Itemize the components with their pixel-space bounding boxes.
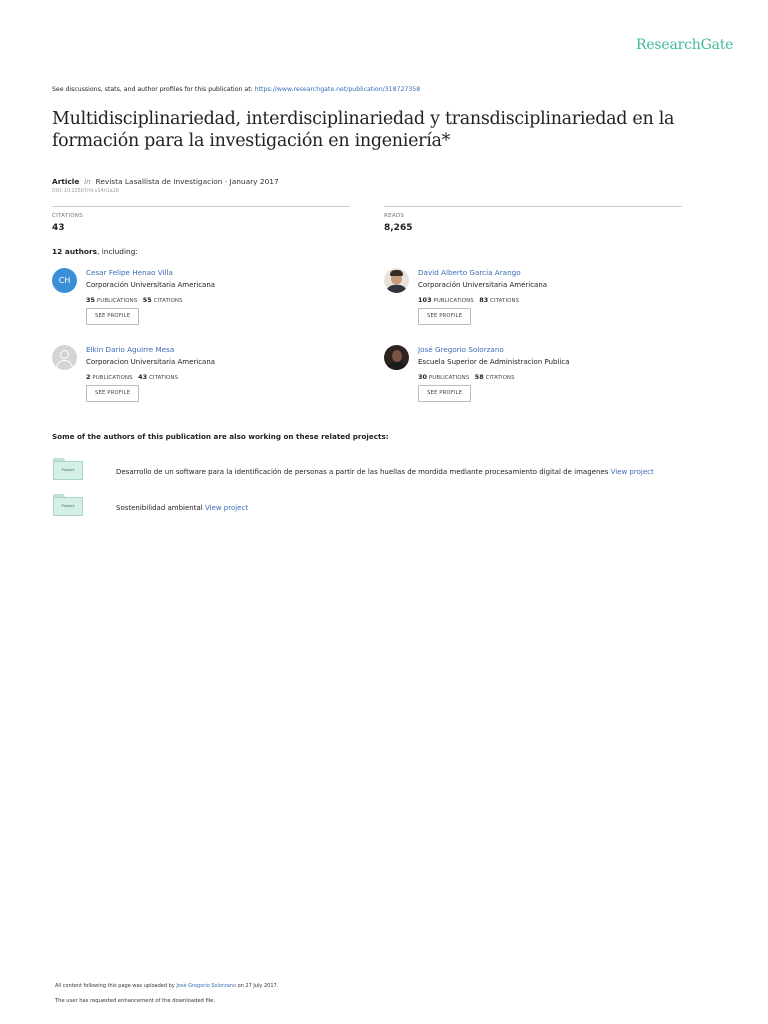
project-title: Desarrollo de un software para la identificación de personas a partir de las huellas de mordida mediante procesamiento digital de imagenes xyxy=(116,468,609,476)
citations-label: CITATIONS xyxy=(490,298,520,304)
citations-count: 58 xyxy=(474,373,484,381)
publication-doi: DOI: 10.22507/rli.v14n1a16 xyxy=(52,189,119,194)
avatar[interactable]: CH xyxy=(52,268,77,293)
related-project xyxy=(52,494,712,520)
authors-heading-suffix: , including: xyxy=(97,247,138,256)
uploader-link[interactable]: José Gregorio Solorzano xyxy=(176,983,237,989)
author-card xyxy=(384,345,684,415)
author-stats xyxy=(418,296,519,304)
citations-label: CITATIONS xyxy=(485,375,515,381)
citations-count: 83 xyxy=(479,296,489,304)
project-description xyxy=(116,504,248,512)
enhancement-note: The user has requested enhancement of the downloaded file. xyxy=(55,998,216,1004)
publication-title: Multidisciplinariedad, interdisciplinariedad y transdisciplinariedad en la formación para la investigación en ingeniería* xyxy=(52,109,675,151)
authors-count: 12 authors xyxy=(52,247,98,256)
author-card xyxy=(52,345,352,415)
divider-right xyxy=(384,206,682,207)
publication-type: Article xyxy=(52,177,80,186)
avatar[interactable] xyxy=(384,345,409,370)
folder-label: Project xyxy=(61,503,75,508)
reads-label: READS xyxy=(384,213,405,219)
publications-label: PUBLICATIONS xyxy=(433,298,474,304)
view-project-link[interactable]: View project xyxy=(610,468,654,476)
publication-url-link[interactable]: https://www.researchgate.net/publication/318727358 xyxy=(254,86,421,93)
author-institution: Corporación Universitaria Americana xyxy=(418,281,548,289)
folder-label: Project xyxy=(61,467,75,472)
publication-meta xyxy=(52,177,279,186)
citations-value: 43 xyxy=(52,223,65,233)
author-card xyxy=(384,268,684,338)
discussion-notice xyxy=(52,86,420,93)
folder-icon xyxy=(53,494,83,518)
folder-icon xyxy=(53,458,83,482)
see-profile-button[interactable]: SEE PROFILE xyxy=(86,385,139,402)
author-stats xyxy=(86,373,178,381)
citations-label: CITATIONS xyxy=(52,213,83,219)
in-word: in xyxy=(84,177,91,186)
publications-count: 35 xyxy=(86,296,96,304)
publications-label: PUBLICATIONS xyxy=(428,375,470,381)
view-project-link[interactable]: View project xyxy=(204,504,249,512)
see-profile-button[interactable]: SEE PROFILE xyxy=(86,308,139,325)
upload-prefix: All content following this page was uploaded by xyxy=(55,983,177,989)
see-profile-button[interactable]: SEE PROFILE xyxy=(418,308,471,325)
citations-count: 43 xyxy=(138,373,148,381)
researchgate-logo[interactable]: ResearchGate xyxy=(636,37,734,53)
publications-count: 2 xyxy=(86,373,91,381)
author-institution: Escuela Superior de Administracion Publica xyxy=(418,358,570,366)
publications-count: 30 xyxy=(418,373,428,381)
author-institution: Corporación Universitaria Americana xyxy=(86,281,216,289)
publications-count: 103 xyxy=(418,296,432,304)
author-card xyxy=(52,268,352,338)
author-name[interactable]: Elkin Dario Aguirre Mesa xyxy=(86,345,175,354)
project-description xyxy=(116,468,654,476)
publication-date: · January 2017 xyxy=(224,177,279,186)
discussion-text: See discussions, stats, and author profiles for this publication at: xyxy=(52,86,255,93)
journal-name: Revista Lasallista de Investigacion xyxy=(95,177,223,186)
author-stats xyxy=(418,373,515,381)
publications-label: PUBLICATIONS xyxy=(92,375,133,381)
see-profile-button[interactable]: SEE PROFILE xyxy=(418,385,471,402)
author-stats xyxy=(86,296,183,304)
upload-notice xyxy=(55,983,278,989)
author-name[interactable]: David Alberto Garcia Arango xyxy=(418,268,521,277)
divider-left xyxy=(52,206,350,207)
citations-label: CITATIONS xyxy=(149,375,179,381)
author-name[interactable]: José Gregorio Solorzano xyxy=(418,345,504,354)
reads-value: 8,265 xyxy=(384,223,413,233)
author-institution: Corporacion Universitaria Americana xyxy=(86,358,216,366)
related-project xyxy=(52,458,712,484)
avatar[interactable] xyxy=(52,345,77,370)
avatar[interactable] xyxy=(384,268,409,293)
project-title: Sostenibilidad ambiental xyxy=(116,504,203,512)
author-name[interactable]: Cesar Felipe Henao Villa xyxy=(86,268,173,277)
related-projects-heading: Some of the authors of this publication are also working on these related projects: xyxy=(52,432,389,441)
publications-label: PUBLICATIONS xyxy=(96,298,138,304)
authors-heading xyxy=(52,247,138,256)
citations-count: 55 xyxy=(142,296,152,304)
citations-label: CITATIONS xyxy=(153,298,183,304)
upload-suffix: on 27 July 2017. xyxy=(236,983,279,989)
